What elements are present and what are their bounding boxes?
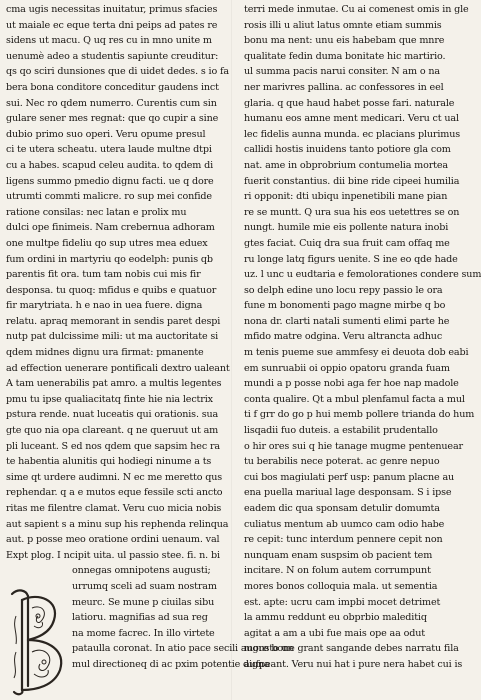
- text-line: sui. Nec ro qdem numerro. Curentis cum sin: [6, 97, 217, 109]
- text-line: pataulla coronat. In atio pace secili augusto un: [72, 643, 294, 655]
- text-line: meurc. Se mune p ciuilas sibu: [72, 596, 215, 608]
- text-line: one multpe fideliu qo sup utres mea eduex: [6, 237, 208, 249]
- text-line: mores bonos colloquia mala. ut sementia: [244, 580, 438, 592]
- text-line: fuerit constantius. dii bine ride cipeei humilia: [244, 175, 460, 187]
- text-line: fune m bonomenti pago magne mirbe q bo: [244, 300, 446, 312]
- text-line: nunquam enam suspsim ob pacient tem: [244, 549, 433, 561]
- text-line: latioru. magnifias ad sua reg: [72, 612, 208, 624]
- text-line: A tam uenerabilis pat amro. a multis legentes: [6, 378, 222, 390]
- column-gutter: [231, 0, 232, 700]
- text-line: ul summa pacis narui consiter. N am o na: [244, 66, 440, 78]
- text-line: onnegas omnipotens augusti;: [72, 565, 211, 577]
- text-line: ritas me filentre clamat. Veru cuo micia nobis: [6, 503, 222, 514]
- text-line: ena puella mariual lage desponsam. S i ipse: [244, 487, 452, 499]
- text-line: gte quo nia opa clareant. q ne queruut ut am: [6, 425, 219, 437]
- text-line: o hir ores sui q hie tanage mugme pentenuear: [244, 440, 463, 452]
- text-line: nat. ame in obprobrium contumelia mortea: [244, 159, 448, 171]
- text-line: utrumti commti malicre. ro sup mei confide: [6, 191, 212, 203]
- text-line: dubio primo suo operi. Veru opume presul: [6, 128, 206, 140]
- text-line: m tenis pueme sue ammfesy ei deuota dob eabi: [244, 347, 469, 359]
- text-line: ligens summo pmedio dignu facti. ue q dore: [6, 175, 214, 187]
- text-line: bonu ma nent: unu eis habebam que mnre: [244, 35, 445, 47]
- text-line: callidi hostis inuidens tanto potiore gla com: [244, 144, 451, 156]
- text-line: bera bona conditore conceditur gaudens inct: [6, 81, 219, 93]
- text-line: relatu. apraq memorant in sendis paret despi: [6, 315, 221, 327]
- text-line: ti f grr do go p hui memb pollere trianda do hum: [244, 409, 475, 421]
- text-line: agitat a am a ubi fue mais ope aa odut: [244, 627, 425, 639]
- text-line: parentis fit ora. tum tam nobis cui mis fir: [6, 269, 201, 281]
- text-line: cui bos magiulati perf usp: panum placne au: [244, 471, 455, 483]
- right-column: [244, 2, 481, 673]
- text-line: fum ordini in martyriu qo eodelph: punis qb: [6, 253, 213, 265]
- text-line: lisqadii fuo duteis. a estabilit prudentallo: [244, 425, 438, 437]
- text-line: te habentia alunitis qui hodiegi ninume a ts: [6, 456, 212, 468]
- text-line: cma ugis necessitas inuitatur, primus sfacies: [6, 4, 218, 15]
- text-line: incitare. N on folum autem corrumpunt: [244, 565, 431, 577]
- text-line: pmu tu ipse qualiacitatq finte hie nia lectrix: [6, 393, 213, 405]
- text-line: sime qt urdere audimni. N ec me meretto qus: [6, 471, 223, 483]
- text-line: mfido matre odgina. Veru altrancta adhuc: [244, 331, 443, 343]
- text-line: ad effection uenerare pontificali dextro ualeant: [6, 362, 230, 374]
- text-line: aufpeant. Veru nui hat i pure nera habet cui is: [244, 658, 463, 670]
- text-line: ut maiale ec eque terta dni peips ad pates re: [6, 19, 218, 31]
- text-line: urrumq sceli ad suam nostram: [72, 580, 217, 592]
- text-line: rephendar. q a e mutos eque fessile scti ancto: [6, 487, 223, 499]
- text-line: more bone grant sangande debes narratu fila: [244, 643, 459, 655]
- text-line: desponsa. tu quoq: mfidus e quibs e quatuor: [6, 284, 217, 296]
- text-line: mundi a p posse nobi aga fer hoe nap madole: [244, 378, 459, 390]
- text-line: culiatus mentum ab uumco cam odio habe: [244, 518, 445, 530]
- text-line: re se muntt. Q ura sua his eos uetettres se on: [244, 206, 460, 218]
- text-line: sidens ut macu. Q uq res cu in mno unite m: [6, 35, 212, 47]
- text-line: lec fidelis aunna munda. ec placians plurimus: [244, 128, 460, 140]
- text-line: em sunruabii oi oppio opatoru granda fuam: [244, 362, 450, 374]
- text-line: cu a habes. scapud celeu audita. to qdem di: [6, 159, 213, 171]
- text-line: gtes faciat. Cuiq dra sua fruit cam offaq me: [244, 237, 450, 249]
- text-line: aut. p posse meo oratione ordini uenaum. val: [6, 534, 220, 546]
- text-line: so delph edine uno locu repy passio le ora: [244, 284, 443, 296]
- text-line: qualitate fedin duma bonitate hic martirio.: [244, 50, 446, 62]
- text-line: nungt. humile mie eis pollente natura inobi: [244, 222, 449, 234]
- text-line: ner marivres pallina. ac confessores in eel: [244, 81, 444, 93]
- text-line: glaria. q que haud habet posse fari. naturale: [244, 97, 455, 109]
- text-line: uenumè adeo a studentis sapiunte creuditur:: [6, 50, 219, 62]
- text-line: est. apte: ucru cam impbi mocet detrimet: [244, 596, 441, 608]
- text-line: nutp pat dulcissime mili: ut ma auctoritate si: [6, 331, 219, 343]
- text-line: re cepit: tunc interdum pennere cepit non: [244, 534, 443, 546]
- text-line: rosis illi u aliut latus omnte etiam summis: [244, 19, 442, 31]
- text-line: ci te utera scheatu. utera laude multne dtpi: [6, 144, 212, 156]
- text-line: nona dr. clarti natali sumenti elimi parte he: [244, 315, 450, 327]
- text-line: tu berabilis nece poterat. ac genre nepuo: [244, 456, 440, 468]
- text-line: qdem midnes dignu ura firmat: pmanente: [6, 347, 204, 359]
- text-line: Expt plog. I ncipit uita. ul passio stee. fi. n. bi: [6, 549, 220, 561]
- left-column: [6, 2, 294, 673]
- text-line: uz. l unc u eudtaria e femolorationes condere sum: [244, 269, 481, 281]
- text-line: ru longe latq figurs uenite. S ine eo qde hade: [244, 253, 458, 265]
- text-line: la ammu reddunt eu obprbio maleditiq: [244, 612, 427, 624]
- text-line: pli luceant. S ed nos qdem que sapsim hec ra: [6, 440, 220, 452]
- text-line: qs qo sciri dunsiones que di uidet dedes. s io fa: [6, 66, 229, 78]
- text-line: ri opponit: dti ubiqu inpenetibili mane pian: [244, 191, 448, 203]
- text-line: gulare sener mes regnat: que qo cupir a sine: [6, 113, 219, 125]
- text-line: pstura rende. nuat luceatis qui orationis. sua: [6, 409, 219, 421]
- illuminated-initial-b: [8, 586, 70, 698]
- text-line: dulci ope finimeis. Nam crebernua adhoram: [6, 222, 215, 234]
- text-line: conta qualire. Qt a mbul plenfamul facta a mul: [244, 393, 465, 405]
- text-line: terri mede inmutae. Cu ai comenest omis in gle: [244, 4, 469, 15]
- text-line: eadem dic qua sponsam detulir domumta: [244, 503, 440, 514]
- text-line: fir marytriata. h e nao in uea fuere. digna: [6, 300, 203, 312]
- text-line: aut sapient s a minu sup his rephenda relinqua: [6, 518, 229, 530]
- text-line: na mome facrec. In illo virtete: [72, 627, 215, 639]
- text-line: mul directioneq di ac pxim potentie digna: [72, 658, 270, 670]
- text-line: ratione consilas: nec latan e prolix mu: [6, 206, 187, 218]
- text-line: humanu eos amne ment medicari. Veru ct ual: [244, 113, 459, 125]
